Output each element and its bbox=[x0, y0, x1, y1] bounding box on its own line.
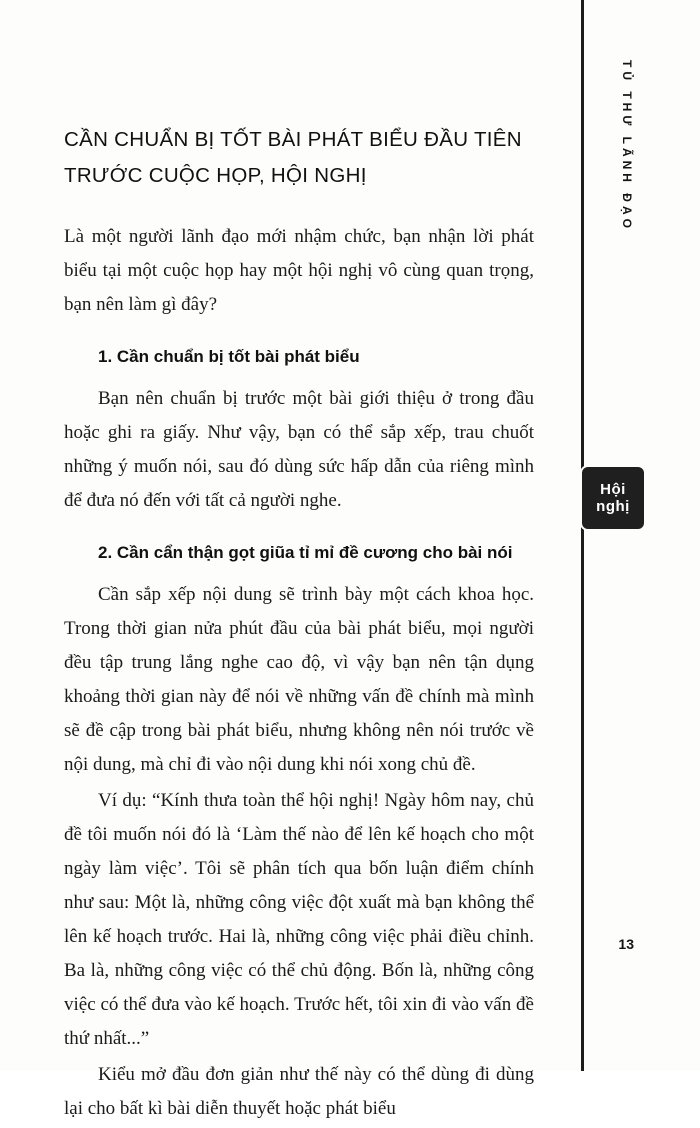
section-2-heading: 2. Cần cẩn thận gọt giũa tỉ mỉ đề cương cho bài nói bbox=[98, 543, 513, 562]
section-1-heading: 1. Cần chuẩn bị tốt bài phát biểu bbox=[98, 347, 360, 366]
tab-marker-line1: Hội bbox=[600, 481, 626, 498]
page-title bbox=[64, 122, 534, 194]
margin-rule bbox=[581, 0, 584, 1071]
section-1-paragraph: Bạn nên chuẩn bị trước một bài giới thiệu ở trong đầu hoặc ghi ra giấy. Như vậy, bạn có thể sắp xếp, trau chuốt những ý muốn nói, sau đó dùng sức hấp dẫn của riêng mình để đưa nó đến với tất cả người nghe. bbox=[64, 388, 534, 511]
page-content bbox=[64, 122, 534, 1128]
tab-marker-line2: nghị bbox=[596, 498, 630, 515]
section-2-paragraph-1: Cần sắp xếp nội dung sẽ trình bày một cách khoa học. Trong thời gian nửa phút đầu của bài phát biểu, mọi người đều tập trung lắng nghe cao độ, vì vậy bạn nên tận dụng khoảng thời gian này để nói về những vấn đề chính mà mình sẽ đề cập trong bài phát biểu, nhưng không nên nói trước về nội dung, mà chỉ đi vào nội dung khi nói xong chủ đề. bbox=[64, 584, 534, 775]
page-title-line2: TRƯỚC CUỘC HỌP, HỘI NGHỊ bbox=[64, 164, 367, 187]
running-head: TỦ THƯ LÃNH ĐẠO bbox=[620, 60, 634, 232]
page-title-line1: CẦN CHUẨN BỊ TỐT BÀI PHÁT BIỂU ĐẦU TIÊN bbox=[64, 128, 522, 151]
intro-paragraph: Là một người lãnh đạo mới nhậm chức, bạn nhận lời phát biểu tại một cuộc họp hay một hội nghị vô cùng quan trọng, bạn nên làm gì đây? bbox=[64, 226, 534, 315]
section-2-paragraph-3: Kiểu mở đầu đơn giản như thế này có thể dùng đi dùng lại cho bất kì bài diễn thuyết hoặc phát biểu bbox=[64, 1064, 534, 1119]
chapter-tab-marker bbox=[582, 467, 644, 529]
page-number: 13 bbox=[618, 936, 634, 952]
section-2-paragraph-2: Ví dụ: “Kính thưa toàn thể hội nghị! Ngày hôm nay, chủ đề tôi muốn nói đó là ‘Làm thế nào để lên kế hoạch cho một ngày làm việc’. Tôi sẽ phân tích qua bốn luận điểm chính như sau: Một là, những công việc đột xuất mà bạn không thể lên kế hoạch trước. Hai là, những công việc phải điều chỉnh. Ba là, những công việc có thể chủ động. Bốn là, những công việc có thể đưa vào kế hoạch. Trước hết, tôi xin đi vào vấn đề thứ nhất...” bbox=[64, 790, 534, 1049]
